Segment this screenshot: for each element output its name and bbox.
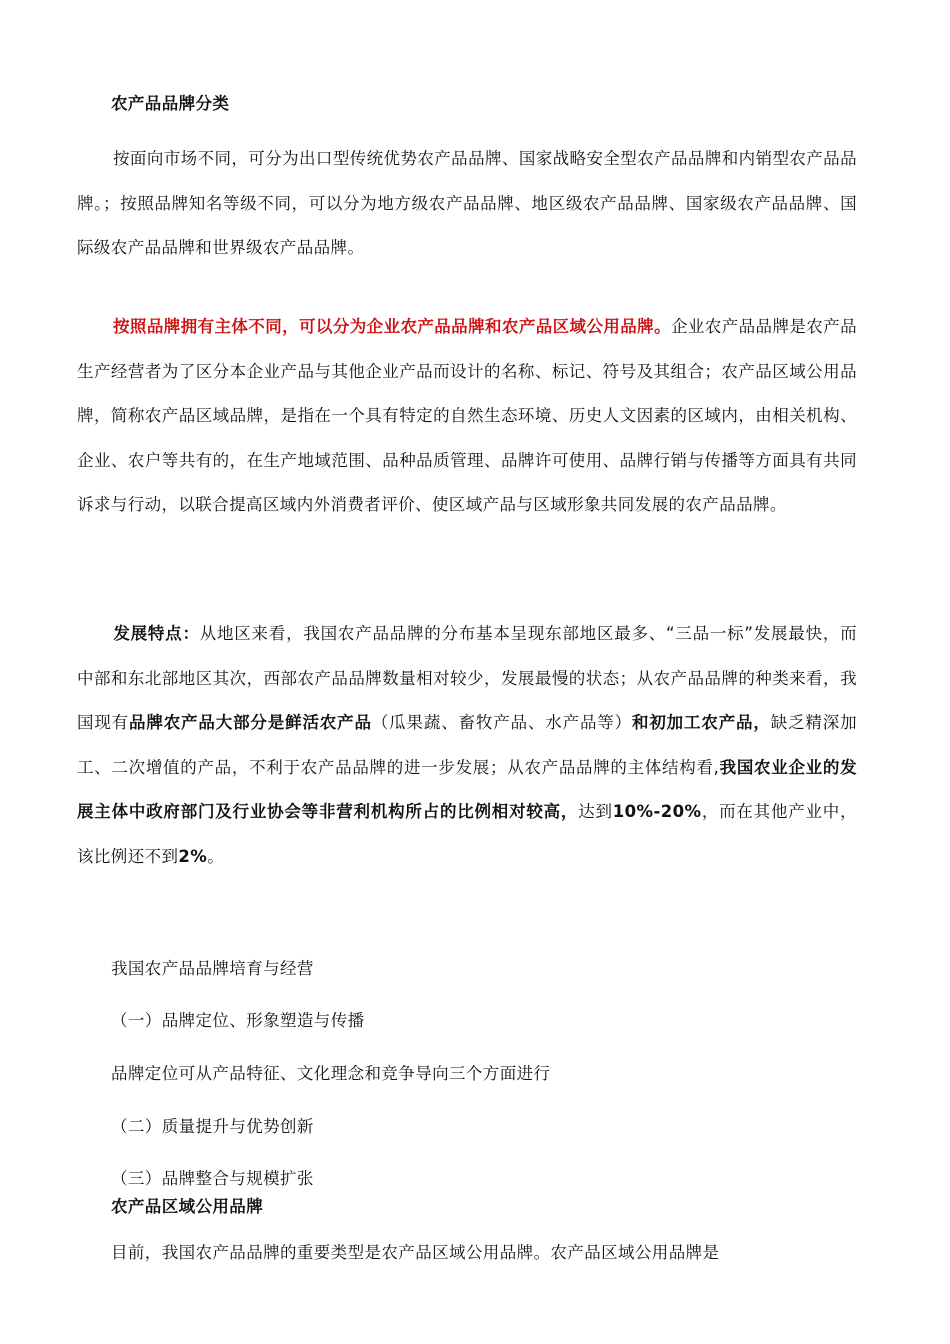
bold-segment: 2% [178,846,208,866]
regional-brand-heading: 农产品区域公用品牌 [111,1197,264,1216]
paragraph-text: 企业农产品品牌是农产品生产经营者为了区分本企业产品与其他企业产品而设计的名称、标记、符号及其组合；农产品区域公用品牌，简称农产品区域品牌，是指在一个具有特定的自然生态环境、历史人文因素的区域内，由相关机构、企业、农户等共有的，在生产地域范围、品种品质管理、品牌许可使用、品牌行销与传播等方面具有共同诉求与行动，以联合提高区域内外消费者评价、使区域产品与区域形象共同发展的农产品品牌。 [77,317,858,514]
bold-segment: 10%-20% [612,802,702,821]
paragraph-text: 按面向市场不同，可分为出口型传统优势农产品品牌、国家战略安全型农产品品牌和内销型农产品品牌。；按照品牌知名等级不同，可以分为地方级农产品品牌、地区级农产品品牌、国家级农产品品牌、国际级农产品品牌和世界级农产品品牌。 [77,149,857,257]
section-item-1: （一）品牌定位、形象塑造与传播 [111,1011,365,1030]
section-heading: 我国农产品品牌培育与经营 [111,959,314,978]
regional-brand-text: 目前，我国农产品品牌的重要类型是农产品区域公用品牌。农产品区域公用品牌是 [111,1243,720,1262]
text-segment: （瓜果蔬、畜牧产品、水产品等） [371,713,632,732]
bold-segment: 我国农业企业的发展主体中政府部门及行业协会等非营利机构所占的比例相对较高， [77,757,857,821]
section-item-3: （三）品牌整合与规模扩张 [111,1169,314,1188]
doc-title: 农产品品牌分类 [111,94,230,113]
paragraph-market-classification [77,137,857,271]
text-segment: 。 [207,846,225,866]
paragraph-development-features [77,612,857,879]
text-segment: 缺乏精深加工、二次增值的产品，不利于农产品品牌的进一步发展；从农产品品牌的主体结构看, [77,713,858,777]
paragraph-ownership-classification [77,305,857,528]
section-item-2: （二）质量提升与优势创新 [111,1117,314,1136]
highlight-sentence: 按照品牌拥有主体不同，可以分为企业农产品品牌和农产品区域公用品牌。 [113,317,672,336]
bold-segment: 品牌农产品大部分是鲜活农产品 [129,713,372,732]
text-segment: 达到 [578,802,613,821]
feature-label: 发展特点： [113,624,200,643]
text-segment: ，而在其他产业中，该比例还不到 [77,802,857,866]
bold-segment: 和初加工农产品， [632,713,771,732]
section-item-1-desc: 品牌定位可从产品特征、文化理念和竞争导向三个方面进行 [111,1064,551,1083]
text-segment: 从地区来看，我国农产品品牌的分布基本呈现东部地区最多、“三品一标”发展最快，而中部和东北部地区其次，西部农产品品牌数量相对较少，发展最慢的状态；从农产品品牌的种类来看，我国现有 [77,624,858,732]
